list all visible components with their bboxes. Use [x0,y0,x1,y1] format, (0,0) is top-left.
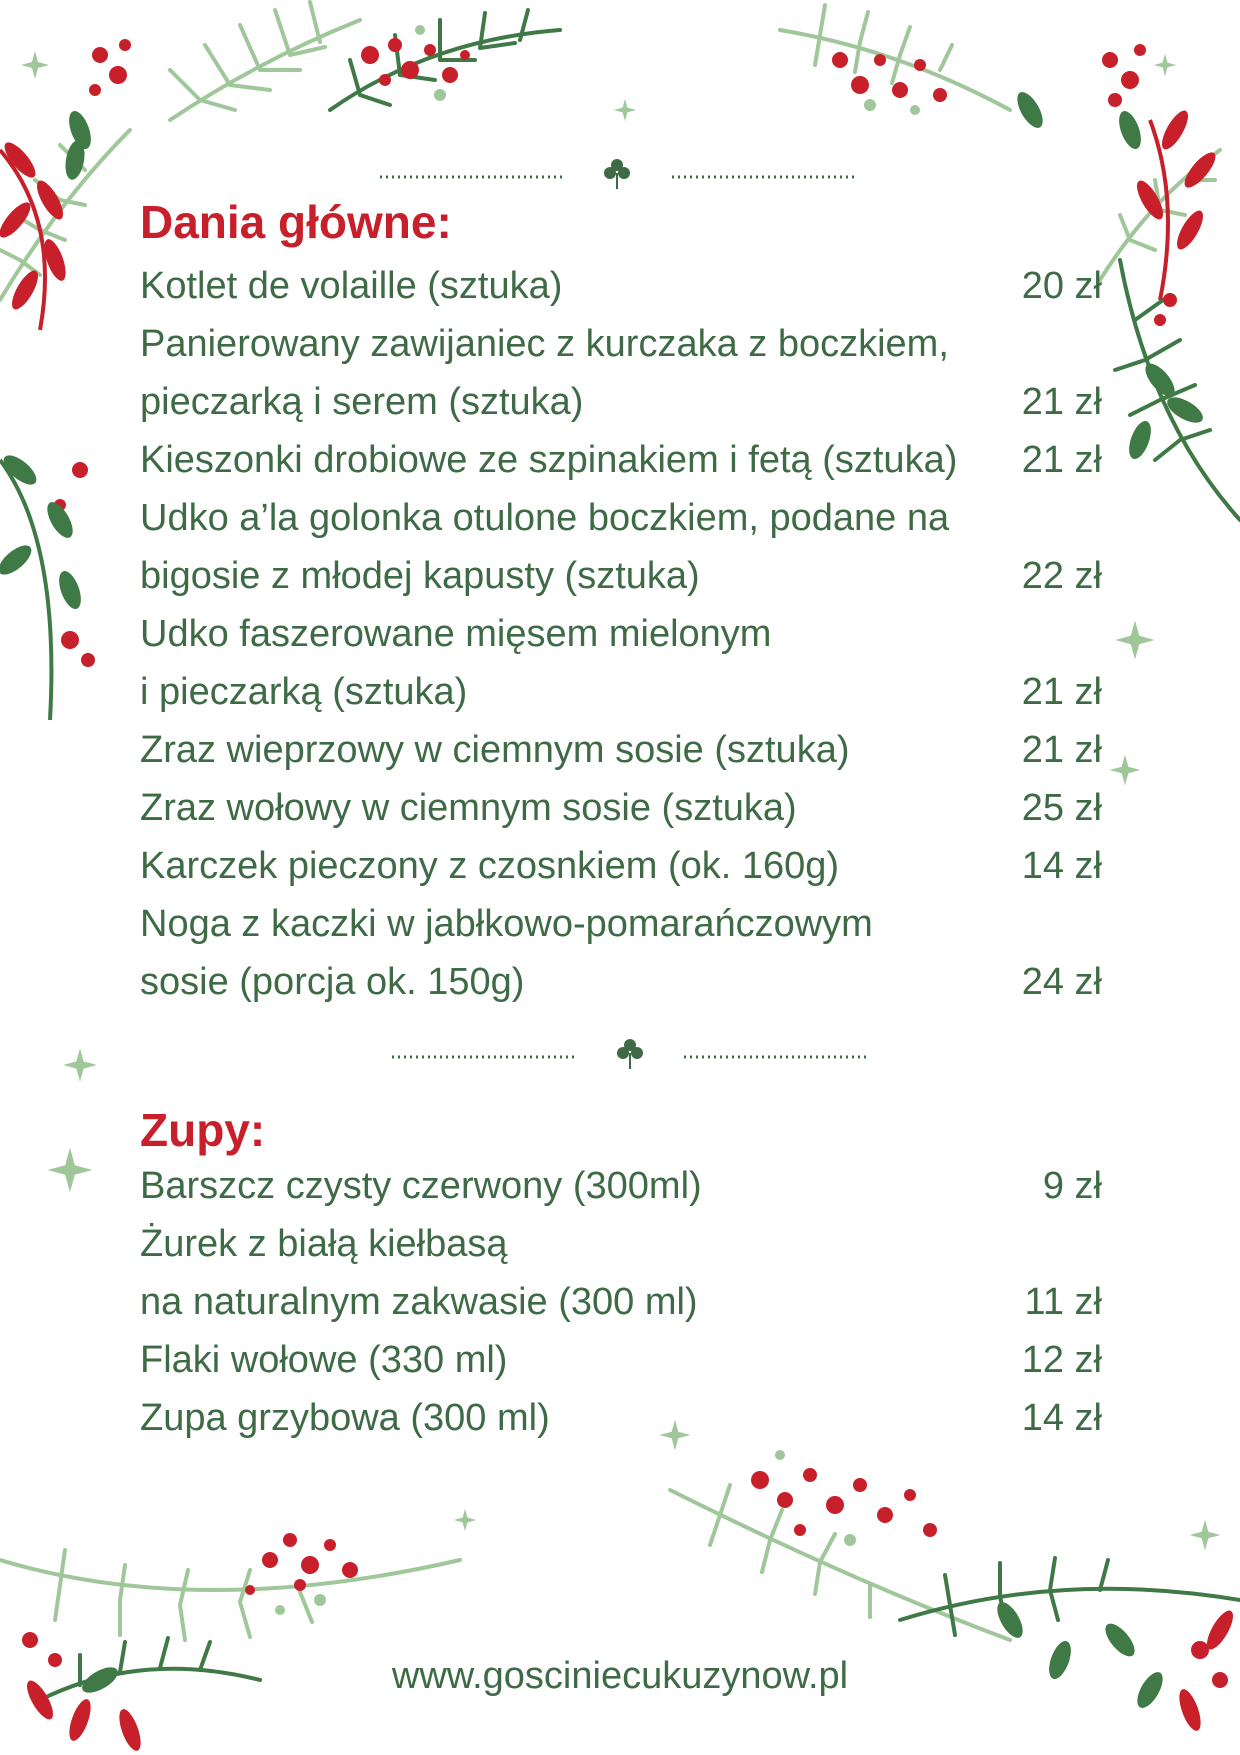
footer-website-link[interactable]: www.gosciniecukuzynow.pl [391,1655,849,1697]
sprig-icon [617,1039,643,1069]
section-title-main-dishes: Dania główne: [140,196,452,248]
menu-item [140,605,1102,721]
menu-item [140,721,1102,779]
sprig-icon [0,108,95,720]
menu-item-price: 11 zł [1024,1281,1102,1323]
menu-item [140,1157,1102,1215]
menu-item [140,1215,1102,1331]
menu-item [140,431,1102,489]
sprig-icon [604,159,630,189]
section-divider [0,1035,1240,1075]
menu-item-name: Zupa grzybowa (300 ml) [140,1397,550,1439]
menu-item-price: 24 zł [1021,961,1102,1003]
menu-item-name: Kieszonki drobiowe ze szpinakiem i fetą (sztuka) [140,439,958,481]
menu-item-price: 25 zł [1021,787,1102,829]
menu-list-soups [140,1157,1102,1447]
menu-item-price: 12 zł [1021,1339,1102,1381]
menu-item-name: Barszcz czysty czerwony (300ml) [140,1165,702,1207]
menu-item-name: Noga z kaczki w jabłkowo-pomarańczowym sosie (porcja ok. 150g) [140,903,873,1003]
menu-item [140,489,1102,605]
menu-item-price: 14 zł [1021,845,1102,887]
section-title-soups: Zupy: [140,1104,266,1156]
menu-list-main-dishes [140,257,1102,1011]
pine-branch-icon [670,1485,1240,1640]
menu-item [140,779,1102,837]
menu-item [140,1389,1102,1447]
menu-item-price: 21 zł [1021,671,1102,713]
menu-item-name: Karczek pieczony z czosnkiem (ok. 160g) [140,845,840,887]
menu-item [140,315,1102,431]
menu-item-price: 21 zł [1021,439,1102,481]
menu-item-name: Zraz wieprzowy w ciemnym sosie (sztuka) [140,729,850,771]
menu-item [140,837,1102,895]
menu-item-price: 20 zł [1021,265,1102,307]
menu-item [140,1331,1102,1389]
menu-item-name: Panierowany zawijaniec z kurczaka z boczkiem, pieczarką i serem (sztuka) [140,323,949,423]
menu-item-price: 9 zł [1042,1165,1102,1207]
berry-cluster-icon [751,1450,1228,1688]
menu-item-price: 21 zł [1021,729,1102,771]
menu-item-name: Udko a’la golonka otulone boczkiem, podane na bigosie z młodej kapusty (sztuka) [140,497,950,597]
menu-item [140,895,1102,1011]
menu-item-name: Flaki wołowe (330 ml) [140,1339,508,1381]
menu-item [140,257,1102,315]
menu-item-name: Zraz wołowy w ciemnym sosie (sztuka) [140,787,797,829]
menu-item-name: Kotlet de volaille (sztuka) [140,265,563,307]
berry-cluster-icon [22,1533,358,1667]
menu-item-name: Udko faszerowane mięsem mielonym i pieczarką (sztuka) [140,613,772,713]
menu-item-price: 14 zł [1021,1397,1102,1439]
section-divider [0,155,1240,195]
menu-item-price: 21 zł [1021,381,1102,423]
menu-item-name: Żurek z białą kiełbasą na naturalnym zakwasie (300 ml) [140,1223,698,1323]
menu-item-price: 22 zł [1021,555,1102,597]
